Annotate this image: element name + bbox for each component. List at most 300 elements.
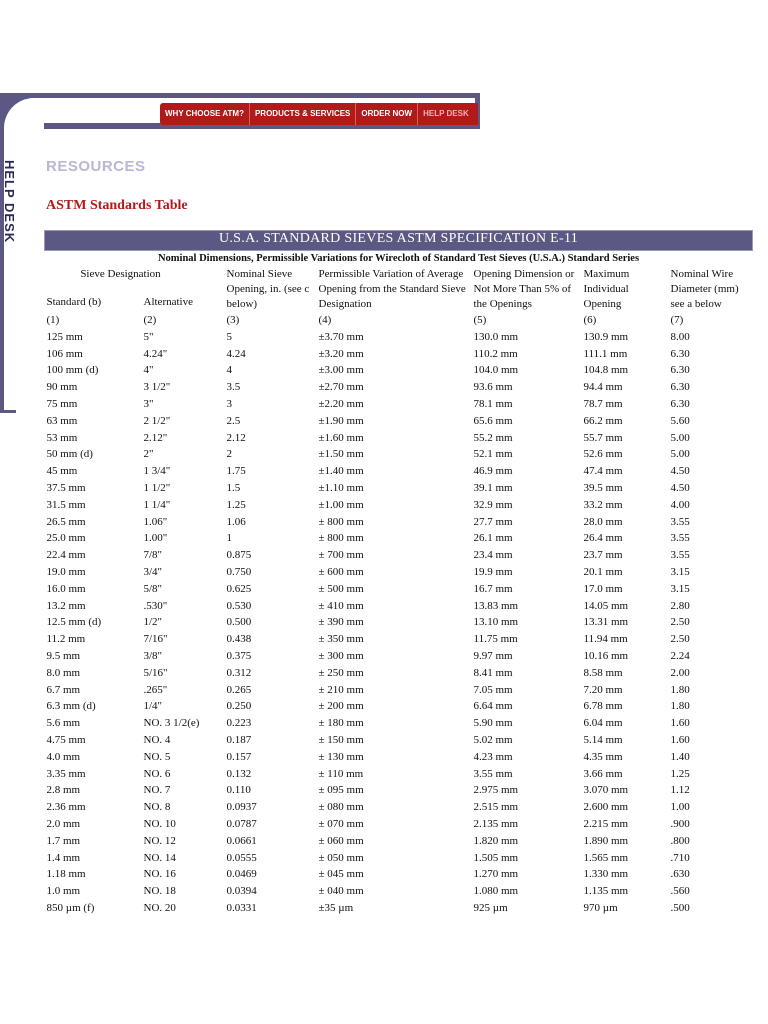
cell-max-individual: 11.94 mm bbox=[583, 633, 628, 646]
cell-wire-diameter: 1.12 bbox=[670, 784, 690, 797]
cell-max-individual: 23.7 mm bbox=[583, 549, 623, 562]
cell-standard: 1.4 mm bbox=[46, 851, 81, 864]
cell-nominal-opening: 0.750 bbox=[226, 565, 252, 578]
cell-wire-diameter: 1.80 bbox=[670, 683, 690, 696]
cell-alternative: NO. 16 bbox=[143, 868, 176, 881]
table-row bbox=[45, 816, 753, 833]
cell-standard: 106 mm bbox=[46, 347, 83, 360]
table-row bbox=[45, 883, 753, 900]
cell-wire-diameter: 2.24 bbox=[670, 649, 690, 662]
cell-nominal-opening: 0.0394 bbox=[226, 885, 257, 898]
cell-nominal-opening: 0.438 bbox=[226, 633, 252, 646]
cell-alternative: 5/16" bbox=[143, 666, 168, 679]
cell-alternative: NO. 18 bbox=[143, 885, 176, 898]
table-row bbox=[45, 850, 753, 867]
cell-permissible-variation: ± 390 mm bbox=[318, 616, 364, 629]
table-row bbox=[45, 648, 753, 665]
cell-wire-diameter: 1.60 bbox=[670, 717, 690, 730]
cell-max-individual: 1.135 mm bbox=[583, 885, 629, 898]
cell-alternative: NO. 7 bbox=[143, 784, 171, 797]
cell-alternative: 1 1/4" bbox=[143, 498, 171, 511]
cell-alternative: .530" bbox=[143, 599, 168, 612]
cell-max-individual: 111.1 mm bbox=[583, 347, 628, 360]
cell-wire-diameter: 1.25 bbox=[670, 767, 690, 780]
table-row bbox=[45, 782, 753, 799]
cell-opening-dimension: 5.02 mm bbox=[473, 733, 513, 746]
col-number: (6) bbox=[583, 314, 597, 326]
cell-alternative: NO. 6 bbox=[143, 767, 171, 780]
cell-permissible-variation: ±2.20 mm bbox=[318, 397, 364, 410]
cell-nominal-opening: 0.110 bbox=[226, 784, 251, 797]
header-sieve-designation: Sieve Designation bbox=[80, 268, 161, 280]
table-title: U.S.A. STANDARD SIEVES ASTM SPECIFICATION E-11 bbox=[45, 231, 753, 251]
cell-max-individual: 78.7 mm bbox=[583, 397, 623, 410]
cell-max-individual: 2.215 mm bbox=[583, 817, 629, 830]
cell-standard: 26.5 mm bbox=[46, 515, 86, 528]
table-row bbox=[45, 581, 753, 598]
cell-standard: 75 mm bbox=[46, 397, 78, 410]
cell-standard: 1.0 mm bbox=[46, 885, 81, 898]
cell-wire-diameter: 2.00 bbox=[670, 666, 690, 679]
table-row bbox=[45, 514, 753, 531]
cell-wire-diameter: 3.15 bbox=[670, 582, 690, 595]
cell-max-individual: 55.7 mm bbox=[583, 431, 623, 444]
table-row bbox=[45, 833, 753, 850]
cell-wire-diameter: 1.80 bbox=[670, 700, 690, 713]
cell-max-individual: 1.890 mm bbox=[583, 834, 629, 847]
table-row bbox=[45, 413, 753, 430]
cell-permissible-variation: ± 600 mm bbox=[318, 565, 364, 578]
cell-nominal-opening: 2.12 bbox=[226, 431, 246, 444]
cell-alternative: 1/4" bbox=[143, 700, 163, 713]
cell-alternative: 1.00" bbox=[143, 532, 168, 545]
table-row bbox=[45, 396, 753, 413]
cell-wire-diameter: .900 bbox=[670, 817, 690, 830]
cell-standard: 6.7 mm bbox=[46, 683, 81, 696]
header-max-individual: Maximum Individual Opening bbox=[583, 268, 630, 310]
table-row bbox=[45, 749, 753, 766]
cell-nominal-opening: 0.223 bbox=[226, 717, 252, 730]
cell-wire-diameter: 3.55 bbox=[670, 515, 690, 528]
table-row bbox=[45, 379, 753, 396]
cell-standard: 4.75 mm bbox=[46, 733, 86, 746]
nav-products-services[interactable]: PRODUCTS & SERVICES bbox=[250, 103, 356, 125]
table-row bbox=[45, 564, 753, 581]
table-row bbox=[45, 430, 753, 447]
cell-permissible-variation: ± 110 mm bbox=[318, 767, 364, 780]
cell-alternative: 7/8" bbox=[143, 549, 163, 562]
cell-standard: 53 mm bbox=[46, 431, 78, 444]
cell-wire-diameter: 8.00 bbox=[670, 330, 690, 343]
cell-opening-dimension: 1.505 mm bbox=[473, 851, 519, 864]
cell-wire-diameter: 4.50 bbox=[670, 465, 690, 478]
cell-max-individual: 20.1 mm bbox=[583, 565, 623, 578]
cell-wire-diameter: 5.00 bbox=[670, 448, 690, 461]
cell-permissible-variation: ±2.70 mm bbox=[318, 381, 364, 394]
cell-permissible-variation: ± 070 mm bbox=[318, 817, 364, 830]
col-number: (2) bbox=[143, 314, 157, 326]
table-row bbox=[45, 715, 753, 732]
cell-opening-dimension: 2.135 mm bbox=[473, 817, 519, 830]
cell-permissible-variation: ± 500 mm bbox=[318, 582, 364, 595]
cell-permissible-variation: ± 210 mm bbox=[318, 683, 364, 696]
cell-max-individual: 970 µm bbox=[583, 901, 618, 914]
side-section-label bbox=[1, 160, 17, 280]
cell-opening-dimension: 23.4 mm bbox=[473, 549, 513, 562]
cell-permissible-variation: ±1.50 mm bbox=[318, 448, 364, 461]
cell-wire-diameter: .560 bbox=[670, 885, 690, 898]
table-row bbox=[45, 766, 753, 783]
side-label-text: HELP DESK bbox=[2, 160, 17, 244]
cell-wire-diameter: .500 bbox=[670, 901, 690, 914]
cell-nominal-opening: 0.312 bbox=[226, 666, 252, 679]
cell-alternative: NO. 20 bbox=[143, 901, 176, 914]
cell-alternative: 3" bbox=[143, 397, 154, 410]
cell-alternative: 4" bbox=[143, 364, 154, 377]
header-permissible-variation: Permissible Variation of Average Opening from the Standard Sieve Designation bbox=[318, 268, 466, 310]
cell-opening-dimension: 19.9 mm bbox=[473, 565, 513, 578]
cell-opening-dimension: 1.820 mm bbox=[473, 834, 519, 847]
cell-nominal-opening: 0.157 bbox=[226, 750, 252, 763]
cell-max-individual: 28.0 mm bbox=[583, 515, 623, 528]
cell-permissible-variation: ± 350 mm bbox=[318, 633, 364, 646]
cell-standard: 45 mm bbox=[46, 465, 78, 478]
cell-permissible-variation: ±1.00 mm bbox=[318, 498, 364, 511]
cell-alternative: 2" bbox=[143, 448, 154, 461]
col-number: (4) bbox=[318, 314, 332, 326]
header-nominal-wire: Nominal Wire Diameter (mm) see a below bbox=[670, 268, 739, 310]
cell-nominal-opening: 4 bbox=[226, 364, 232, 377]
cell-nominal-opening: 5 bbox=[226, 330, 232, 343]
table-row bbox=[45, 446, 753, 463]
cell-max-individual: 39.5 mm bbox=[583, 481, 623, 494]
cell-standard: 12.5 mm (d) bbox=[46, 616, 102, 629]
column-number-row bbox=[45, 312, 753, 329]
cell-alternative: 1 3/4" bbox=[143, 465, 171, 478]
cell-nominal-opening: 0.132 bbox=[226, 767, 252, 780]
cell-alternative: NO. 14 bbox=[143, 851, 176, 864]
cell-max-individual: 5.14 mm bbox=[583, 733, 623, 746]
table-row bbox=[45, 614, 753, 631]
cell-nominal-opening: 0.0469 bbox=[226, 868, 257, 881]
cell-standard: 11.2 mm bbox=[46, 633, 86, 646]
cell-wire-diameter: 6.30 bbox=[670, 397, 690, 410]
cell-nominal-opening: 0.0937 bbox=[226, 801, 257, 814]
cell-permissible-variation: ± 045 mm bbox=[318, 868, 364, 881]
cell-max-individual: 52.6 mm bbox=[583, 448, 623, 461]
cell-max-individual: 10.16 mm bbox=[583, 649, 629, 662]
header-nominal-opening: Nominal Sieve Opening, in. (see c below) bbox=[226, 268, 310, 310]
cell-standard: 2.0 mm bbox=[46, 817, 81, 830]
cell-max-individual: 8.58 mm bbox=[583, 666, 623, 679]
cell-alternative: NO. 12 bbox=[143, 834, 176, 847]
cell-max-individual: 130.9 mm bbox=[583, 330, 629, 343]
cell-opening-dimension: 65.6 mm bbox=[473, 414, 513, 427]
cell-permissible-variation: ±3.00 mm bbox=[318, 364, 364, 377]
cell-alternative: 3/8" bbox=[143, 649, 163, 662]
cell-nominal-opening: 0.875 bbox=[226, 549, 252, 562]
cell-wire-diameter: 2.50 bbox=[670, 616, 690, 629]
nav-order-now[interactable]: ORDER NOW bbox=[356, 103, 418, 125]
cell-standard: 90 mm bbox=[46, 381, 78, 394]
cell-nominal-opening: 0.0331 bbox=[226, 901, 257, 914]
cell-opening-dimension: 16.7 mm bbox=[473, 582, 513, 595]
cell-max-individual: 1.330 mm bbox=[583, 868, 629, 881]
cell-max-individual: 17.0 mm bbox=[583, 582, 623, 595]
cell-nominal-opening: 1.5 bbox=[226, 481, 241, 494]
cell-opening-dimension: 8.41 mm bbox=[473, 666, 513, 679]
cell-alternative: NO. 3 1/2(e) bbox=[143, 717, 200, 730]
cell-opening-dimension: 13.10 mm bbox=[473, 616, 519, 629]
cell-alternative: NO. 10 bbox=[143, 817, 176, 830]
col-number: (1) bbox=[46, 314, 60, 326]
cell-wire-diameter: 1.00 bbox=[670, 801, 690, 814]
nav-help-desk[interactable]: HELP DESK bbox=[423, 109, 469, 118]
cell-opening-dimension: 3.55 mm bbox=[473, 767, 513, 780]
cell-opening-dimension: 78.1 mm bbox=[473, 397, 513, 410]
cell-permissible-variation: ± 300 mm bbox=[318, 649, 364, 662]
nav-why-choose-atm[interactable]: WHY CHOOSE ATM? bbox=[160, 103, 250, 125]
cell-alternative: 7/16" bbox=[143, 633, 168, 646]
cell-max-individual: 2.600 mm bbox=[583, 801, 629, 814]
cell-opening-dimension: 27.7 mm bbox=[473, 515, 513, 528]
cell-opening-dimension: 93.6 mm bbox=[473, 381, 513, 394]
cell-opening-dimension: 1.080 mm bbox=[473, 885, 519, 898]
cell-standard: 2.8 mm bbox=[46, 784, 81, 797]
cell-permissible-variation: ± 200 mm bbox=[318, 700, 364, 713]
cell-standard: 31.5 mm bbox=[46, 498, 86, 511]
table-row bbox=[45, 530, 753, 547]
cell-permissible-variation: ± 060 mm bbox=[318, 834, 364, 847]
cell-wire-diameter: .710 bbox=[670, 851, 690, 864]
cell-permissible-variation: ± 700 mm bbox=[318, 549, 364, 562]
cell-wire-diameter: 2.50 bbox=[670, 633, 690, 646]
cell-nominal-opening: 4.24 bbox=[226, 347, 246, 360]
cell-standard: 22.4 mm bbox=[46, 549, 86, 562]
table-row bbox=[45, 362, 753, 379]
cell-wire-diameter: 4.50 bbox=[670, 481, 690, 494]
cell-opening-dimension: 32.9 mm bbox=[473, 498, 513, 511]
cell-alternative: NO. 5 bbox=[143, 750, 171, 763]
cell-opening-dimension: 1.270 mm bbox=[473, 868, 519, 881]
cell-max-individual: 66.2 mm bbox=[583, 414, 623, 427]
col-number: (7) bbox=[670, 314, 684, 326]
cell-max-individual: 14.05 mm bbox=[583, 599, 629, 612]
cell-alternative: .265" bbox=[143, 683, 168, 696]
cell-wire-diameter: 4.00 bbox=[670, 498, 690, 511]
cell-wire-diameter: 1.60 bbox=[670, 733, 690, 746]
table-row bbox=[45, 732, 753, 749]
cell-max-individual: 6.78 mm bbox=[583, 700, 623, 713]
cell-opening-dimension: 110.2 mm bbox=[473, 347, 518, 360]
cell-max-individual: 6.04 mm bbox=[583, 717, 623, 730]
cell-nominal-opening: 3 bbox=[226, 397, 232, 410]
cell-max-individual: 94.4 mm bbox=[583, 381, 623, 394]
cell-max-individual: 47.4 mm bbox=[583, 465, 623, 478]
table-row bbox=[45, 698, 753, 715]
table-subtitle: Nominal Dimensions, Permissible Variations for Wirecloth of Standard Test Sieves (U.S.A.) Standard Series bbox=[157, 253, 640, 264]
table-row bbox=[45, 346, 753, 363]
header-opening-dimension: Opening Dimension or Not More Than 5% of the Openings bbox=[473, 268, 575, 310]
cell-standard: 8.0 mm bbox=[46, 666, 81, 679]
cell-wire-diameter: 2.80 bbox=[670, 599, 690, 612]
cell-max-individual: 104.8 mm bbox=[583, 364, 629, 377]
cell-alternative: 2 1/2" bbox=[143, 414, 171, 427]
cell-max-individual: 7.20 mm bbox=[583, 683, 623, 696]
cell-permissible-variation: ±1.60 mm bbox=[318, 431, 364, 444]
cell-wire-diameter: 3.55 bbox=[670, 549, 690, 562]
cell-permissible-variation: ±3.20 mm bbox=[318, 347, 364, 360]
table-row bbox=[45, 665, 753, 682]
cell-opening-dimension: 46.9 mm bbox=[473, 465, 513, 478]
cell-nominal-opening: 0.0787 bbox=[226, 817, 257, 830]
cell-permissible-variation: ± 040 mm bbox=[318, 885, 364, 898]
cell-opening-dimension: 4.23 mm bbox=[473, 750, 513, 763]
cell-permissible-variation: ± 250 mm bbox=[318, 666, 364, 679]
cell-wire-diameter: 6.30 bbox=[670, 347, 690, 360]
cell-alternative: 1.06" bbox=[143, 515, 168, 528]
cell-opening-dimension: 13.83 mm bbox=[473, 599, 519, 612]
cell-max-individual: 3.66 mm bbox=[583, 767, 623, 780]
cell-opening-dimension: 6.64 mm bbox=[473, 700, 513, 713]
cell-standard: 19.0 mm bbox=[46, 565, 86, 578]
cell-standard: 2.36 mm bbox=[46, 801, 86, 814]
table-row bbox=[45, 631, 753, 648]
table-row bbox=[45, 682, 753, 699]
cell-opening-dimension: 26.1 mm bbox=[473, 532, 513, 545]
cell-alternative: NO. 8 bbox=[143, 801, 171, 814]
cell-opening-dimension: 9.97 mm bbox=[473, 649, 513, 662]
page-title: ASTM Standards Table bbox=[46, 198, 188, 213]
cell-permissible-variation: ± 800 mm bbox=[318, 515, 364, 528]
astm-standards-table bbox=[44, 230, 753, 917]
header-standard: Standard (b) bbox=[46, 296, 102, 309]
table-row bbox=[45, 900, 753, 917]
cell-permissible-variation: ±35 µm bbox=[318, 901, 354, 914]
main-nav bbox=[160, 103, 478, 125]
cell-standard: 1.18 mm bbox=[46, 868, 86, 881]
cell-permissible-variation: ±3.70 mm bbox=[318, 330, 364, 343]
cell-alternative: 5/8" bbox=[143, 582, 163, 595]
cell-permissible-variation: ± 180 mm bbox=[318, 717, 364, 730]
cell-opening-dimension: 925 µm bbox=[473, 901, 508, 914]
cell-standard: 5.6 mm bbox=[46, 717, 81, 730]
cell-nominal-opening: 2.5 bbox=[226, 414, 241, 427]
col-number: (3) bbox=[226, 314, 240, 326]
cell-max-individual: 4.35 mm bbox=[583, 750, 623, 763]
table-row bbox=[45, 547, 753, 564]
cell-permissible-variation: ± 095 mm bbox=[318, 784, 364, 797]
cell-opening-dimension: 104.0 mm bbox=[473, 364, 519, 377]
cell-alternative: 2.12" bbox=[143, 431, 168, 444]
cell-nominal-opening: 0.187 bbox=[226, 733, 252, 746]
cell-opening-dimension: 2.975 mm bbox=[473, 784, 519, 797]
cell-standard: 125 mm bbox=[46, 330, 83, 343]
cell-nominal-opening: 0.625 bbox=[226, 582, 252, 595]
table-row bbox=[45, 598, 753, 615]
cell-alternative: NO. 4 bbox=[143, 733, 171, 746]
cell-permissible-variation: ± 410 mm bbox=[318, 599, 364, 612]
col-number: (5) bbox=[473, 314, 487, 326]
cell-nominal-opening: 1.25 bbox=[226, 498, 246, 511]
table-row bbox=[45, 329, 753, 346]
cell-alternative: 1 1/2" bbox=[143, 481, 171, 494]
cell-wire-diameter: 5.60 bbox=[670, 414, 690, 427]
cell-wire-diameter: 5.00 bbox=[670, 431, 690, 444]
cell-opening-dimension: 5.90 mm bbox=[473, 717, 513, 730]
cell-standard: 63 mm bbox=[46, 414, 78, 427]
cell-permissible-variation: ±1.40 mm bbox=[318, 465, 364, 478]
table-row bbox=[45, 480, 753, 497]
table-row bbox=[45, 799, 753, 816]
cell-standard: 9.5 mm bbox=[46, 649, 81, 662]
cell-wire-diameter: .630 bbox=[670, 868, 690, 881]
cell-standard: 25.0 mm bbox=[46, 532, 86, 545]
cell-standard: 6.3 mm (d) bbox=[46, 700, 96, 713]
cell-permissible-variation: ± 050 mm bbox=[318, 851, 364, 864]
cell-standard: 37.5 mm bbox=[46, 481, 86, 494]
cell-nominal-opening: 1 bbox=[226, 532, 232, 545]
cell-max-individual: 26.4 mm bbox=[583, 532, 623, 545]
cell-standard: 3.35 mm bbox=[46, 767, 86, 780]
cell-wire-diameter: 6.30 bbox=[670, 364, 690, 377]
cell-permissible-variation: ±1.90 mm bbox=[318, 414, 364, 427]
cell-nominal-opening: 0.0555 bbox=[226, 851, 257, 864]
cell-nominal-opening: 0.375 bbox=[226, 649, 252, 662]
section-heading: RESOURCES bbox=[46, 158, 146, 175]
table-row bbox=[45, 866, 753, 883]
cell-max-individual: 13.31 mm bbox=[583, 616, 629, 629]
cell-nominal-opening: 0.250 bbox=[226, 700, 252, 713]
cell-nominal-opening: 0.530 bbox=[226, 599, 252, 612]
table-row bbox=[45, 497, 753, 514]
cell-alternative: 3 1/2" bbox=[143, 381, 171, 394]
cell-nominal-opening: 0.0661 bbox=[226, 834, 257, 847]
cell-max-individual: 3.070 mm bbox=[583, 784, 629, 797]
cell-opening-dimension: 7.05 mm bbox=[473, 683, 513, 696]
cell-standard: 850 µm (f) bbox=[46, 901, 95, 914]
cell-opening-dimension: 130.0 mm bbox=[473, 330, 519, 343]
cell-permissible-variation: ± 150 mm bbox=[318, 733, 364, 746]
cell-wire-diameter: 6.30 bbox=[670, 381, 690, 394]
header-alternative: Alternative bbox=[143, 296, 193, 309]
cell-permissible-variation: ±1.10 mm bbox=[318, 481, 364, 494]
cell-permissible-variation: ± 130 mm bbox=[318, 750, 364, 763]
cell-opening-dimension: 55.2 mm bbox=[473, 431, 513, 444]
cell-wire-diameter: 1.40 bbox=[670, 750, 690, 763]
cell-opening-dimension: 52.1 mm bbox=[473, 448, 513, 461]
cell-wire-diameter: .800 bbox=[670, 834, 690, 847]
cell-nominal-opening: 1.06 bbox=[226, 515, 246, 528]
cell-alternative: 1/2" bbox=[143, 616, 163, 629]
cell-standard: 13.2 mm bbox=[46, 599, 86, 612]
cell-wire-diameter: 3.55 bbox=[670, 532, 690, 545]
cell-nominal-opening: 0.265 bbox=[226, 683, 252, 696]
cell-alternative: 3/4" bbox=[143, 565, 163, 578]
cell-opening-dimension: 2.515 mm bbox=[473, 801, 519, 814]
cell-standard: 100 mm (d) bbox=[46, 364, 99, 377]
cell-alternative: 5" bbox=[143, 330, 154, 343]
cell-permissible-variation: ± 800 mm bbox=[318, 532, 364, 545]
cell-opening-dimension: 39.1 mm bbox=[473, 481, 513, 494]
cell-permissible-variation: ± 080 mm bbox=[318, 801, 364, 814]
cell-standard: 50 mm (d) bbox=[46, 448, 93, 461]
cell-standard: 1.7 mm bbox=[46, 834, 81, 847]
cell-max-individual: 1.565 mm bbox=[583, 851, 629, 864]
cell-nominal-opening: 3.5 bbox=[226, 381, 241, 394]
cell-nominal-opening: 2 bbox=[226, 448, 232, 461]
cell-wire-diameter: 3.15 bbox=[670, 565, 690, 578]
